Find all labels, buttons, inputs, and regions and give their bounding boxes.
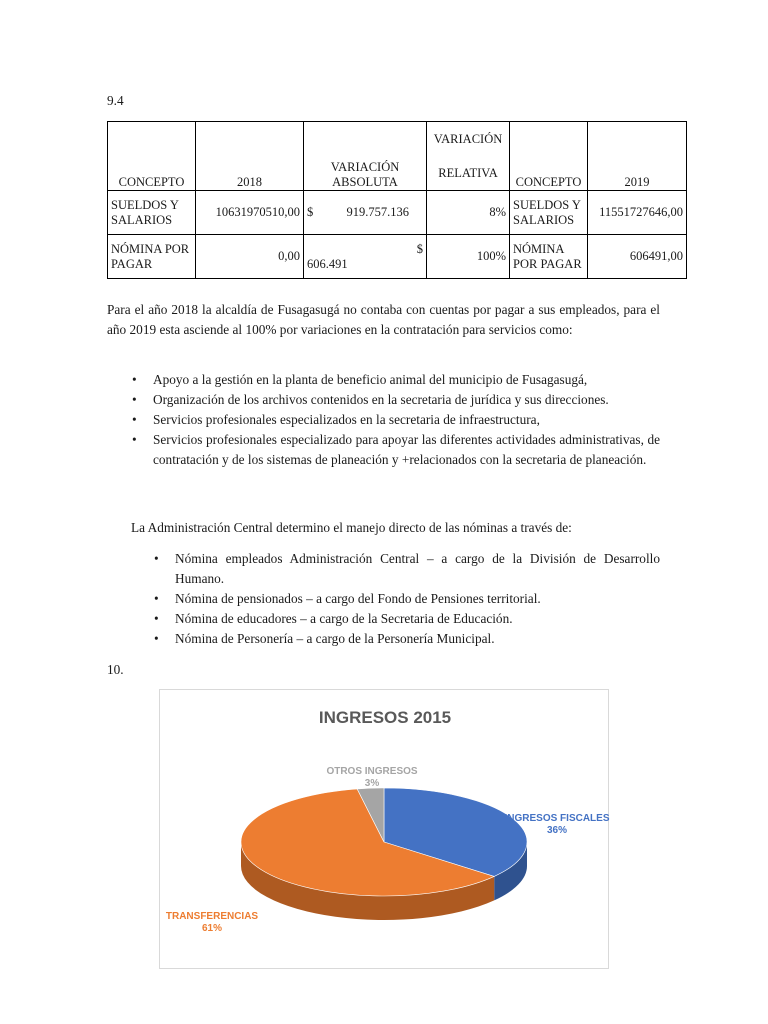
paragraph-cuentas-por-pagar: Para el año 2018 la alcaldía de Fusagasugá no contaba con cuentas por pagar a sus empleados, para el año 2019 esta asciende al 100% por variaciones en la contratación para servicios como: bbox=[107, 302, 660, 337]
list-item: • Nómina de Personería – a cargo de la Personería Municipal. bbox=[175, 629, 660, 649]
payroll-list bbox=[175, 549, 660, 649]
paragraph-administracion-central: La Administración Central determino el manejo directo de las nóminas a través de: bbox=[131, 520, 572, 535]
section-heading-9-4: 9.4 bbox=[107, 93, 124, 108]
header-variacion-relativa: VARIACIÓN RELATIVA bbox=[427, 122, 510, 191]
list-item: • Servicios profesionales especializado para apoyar las diferentes actividades administrativas, de contratación y de los sistemas de planeación y +relacionados con la secretaria de planeación. bbox=[153, 430, 660, 470]
cell-concepto-2: SUELDOS Y SALARIOS bbox=[510, 191, 588, 235]
data-label-category: OTROS INGRESOS bbox=[326, 766, 418, 777]
table-row bbox=[108, 235, 687, 279]
cell-variacion-relativa: 8% bbox=[427, 191, 510, 235]
cell-2019: 606491,00 bbox=[588, 235, 687, 279]
table-header-row bbox=[108, 122, 687, 191]
data-label-percent: 61% bbox=[201, 923, 223, 934]
cell-variacion-absoluta bbox=[304, 235, 427, 279]
data-label-category: INGRESOS FISCALES bbox=[504, 813, 610, 824]
cell-concepto: SUELDOS Y SALARIOS bbox=[108, 191, 196, 235]
list-item: • Nómina empleados Administración Central – a cargo de la División de Desarrollo Humano. bbox=[175, 549, 660, 589]
list-item: • Organización de los archivos contenidos en la secretaria de jurídica y sus direcciones. bbox=[153, 390, 660, 410]
header-concepto: CONCEPTO bbox=[108, 122, 196, 191]
data-label-category: TRANSFERENCIAS bbox=[165, 911, 259, 922]
cell-2018: 10631970510,00 bbox=[196, 191, 304, 235]
chart-title: INGRESOS 2015 bbox=[318, 708, 452, 727]
header-2019: 2019 bbox=[588, 122, 687, 191]
list-item: • Apoyo a la gestión en la planta de beneficio animal del municipio de Fusagasugá, bbox=[153, 370, 660, 390]
cell-2019: 11551727646,00 bbox=[588, 191, 687, 235]
header-variacion-absoluta: VARIACIÓN ABSOLUTA bbox=[304, 122, 427, 191]
header-concepto-2: CONCEPTO bbox=[510, 122, 588, 191]
currency-symbol: $ bbox=[307, 205, 314, 219]
absolute-value: 606.491 bbox=[307, 256, 348, 271]
cell-variacion-relativa: 100% bbox=[427, 235, 510, 279]
data-label-percent: 3% bbox=[364, 778, 380, 789]
services-list bbox=[153, 370, 660, 470]
cell-variacion-absoluta bbox=[304, 191, 427, 235]
section-heading-10: 10. bbox=[107, 662, 124, 677]
currency-symbol: $ bbox=[416, 241, 423, 256]
variation-table bbox=[107, 121, 687, 279]
absolute-value: 919.757.136 bbox=[346, 205, 409, 219]
header-2018: 2018 bbox=[196, 122, 304, 191]
pie-chart-ingresos-2015 bbox=[159, 689, 609, 969]
cell-2018: 0,00 bbox=[196, 235, 304, 279]
chart-canvas bbox=[160, 690, 610, 970]
list-item: • Nómina de pensionados – a cargo del Fondo de Pensiones territorial. bbox=[175, 589, 660, 609]
cell-concepto-2: NÓMINA POR PAGAR bbox=[510, 235, 588, 279]
table-row bbox=[108, 191, 687, 235]
list-item: • Servicios profesionales especializados en la secretaria de infraestructura, bbox=[153, 410, 660, 430]
cell-concepto: NÓMINA POR PAGAR bbox=[108, 235, 196, 279]
data-label-percent: 36% bbox=[546, 825, 568, 836]
list-item: • Nómina de educadores – a cargo de la Secretaria de Educación. bbox=[175, 609, 660, 629]
